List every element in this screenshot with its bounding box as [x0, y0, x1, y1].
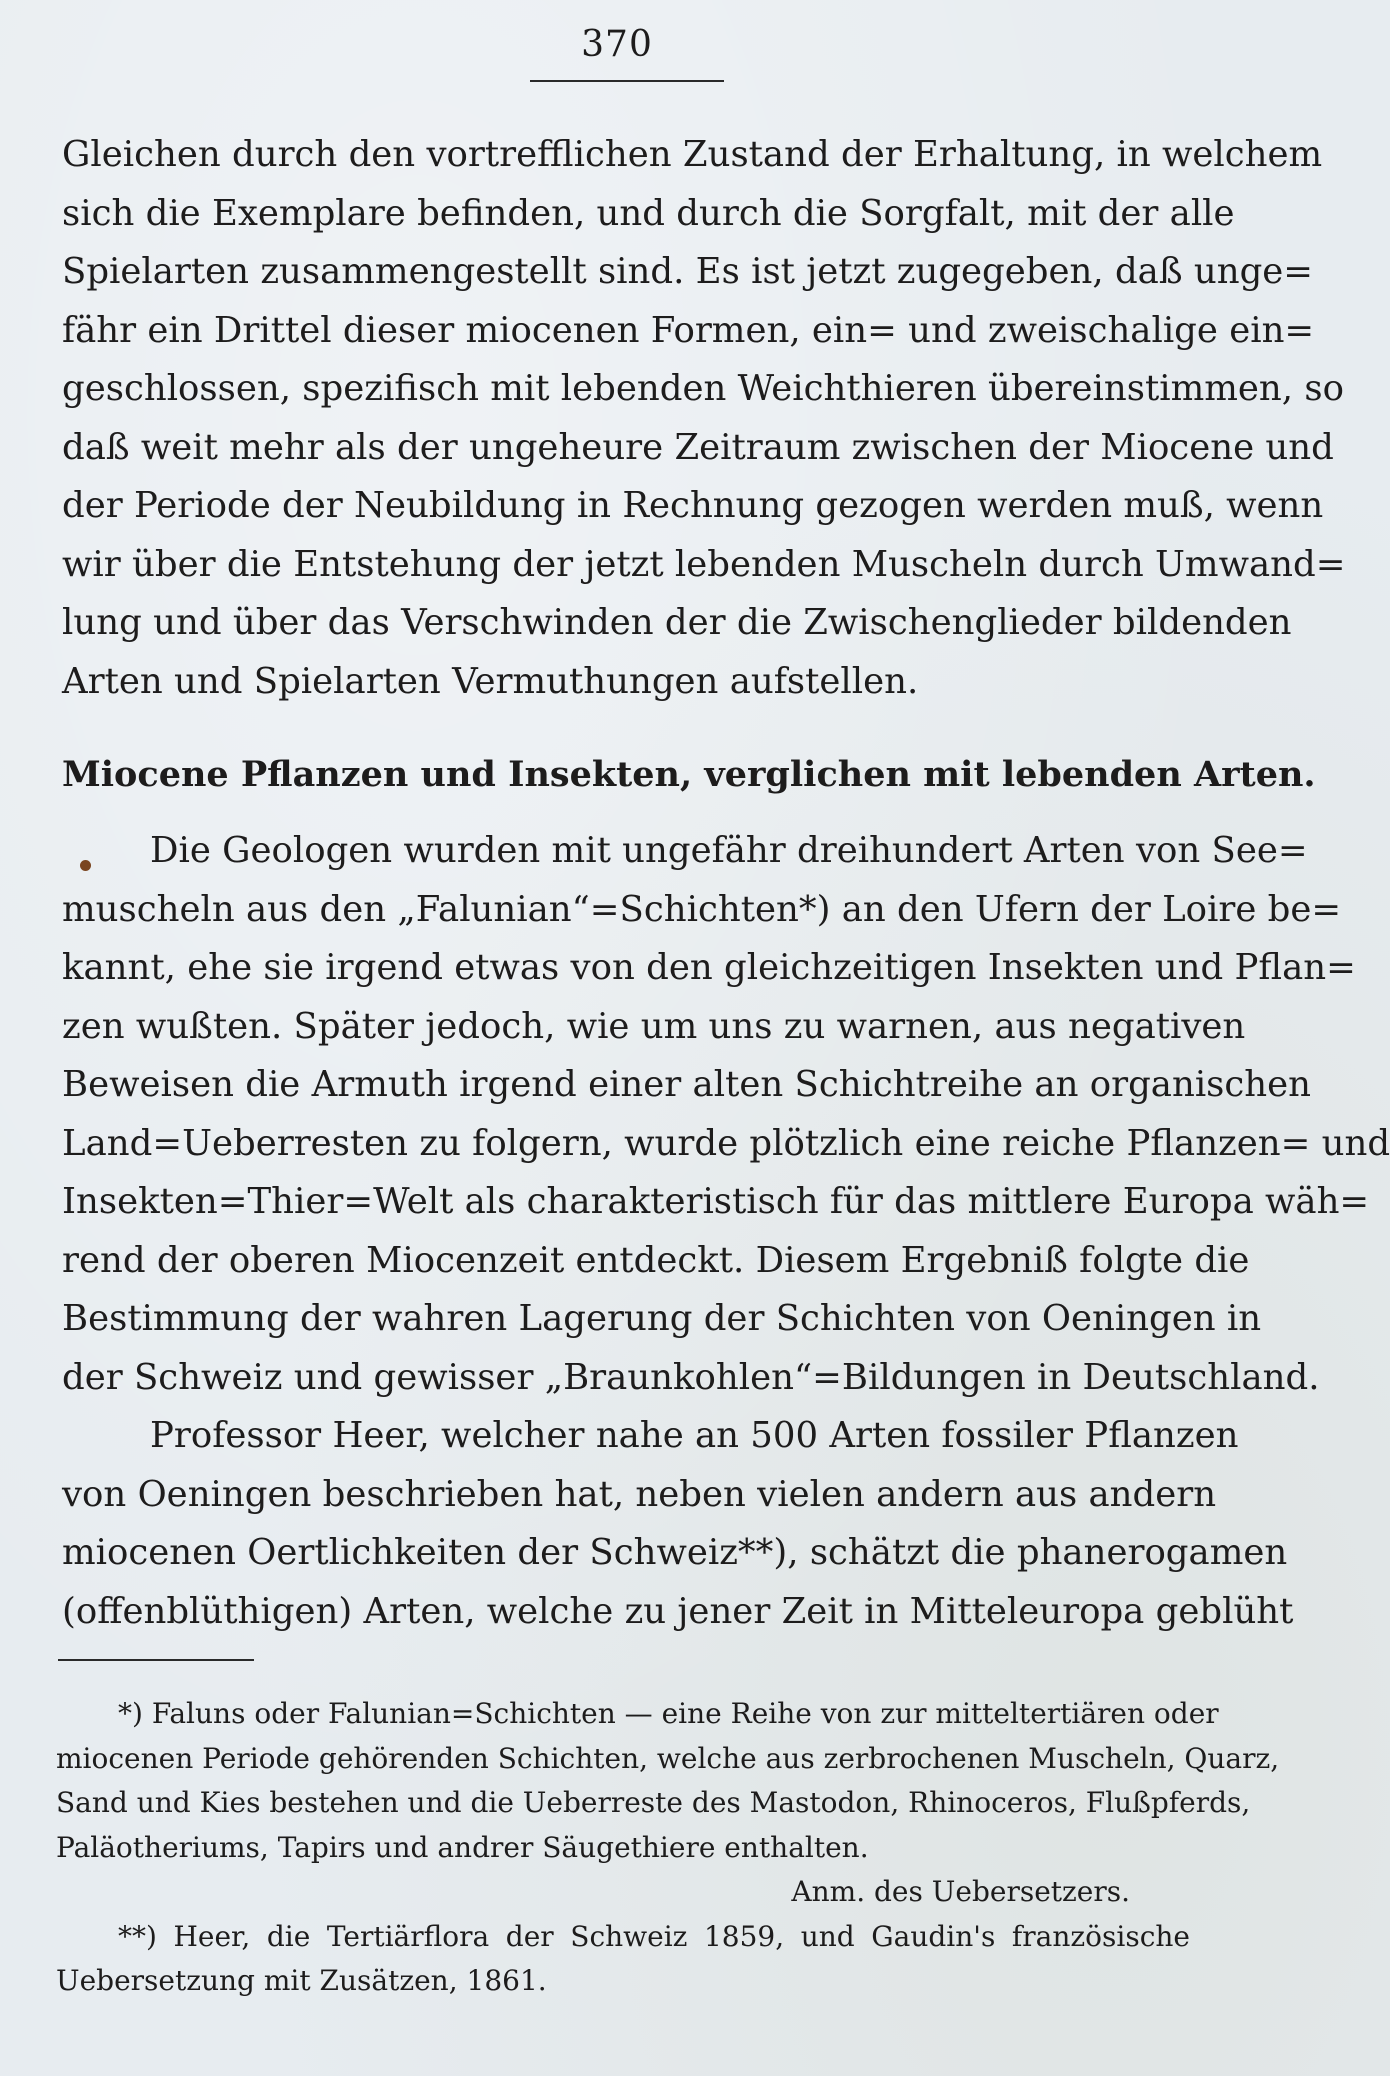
header-rule — [530, 80, 724, 82]
text-line: Insekten=Thier=Welt als charakteristisch für das mittlere Europa wäh= — [62, 1181, 1370, 1222]
paragraph-2-and-3 — [62, 822, 1390, 1641]
text-line: Bestimmung der wahren Lagerung der Schichten von Oeningen in — [62, 1298, 1262, 1339]
text-line: wir über die Entstehung der jetzt lebenden Muscheln durch Umwand= — [62, 543, 1346, 585]
text-line: kannt, ehe sie irgend etwas von den gleichzeitigen Insekten und Pflan= — [62, 947, 1356, 988]
text-line: fähr ein Drittel dieser miocenen Formen, ein= und zweischalige ein= — [62, 309, 1315, 351]
text-line: Arten und Spielarten Vermuthungen aufstellen. — [62, 660, 919, 702]
text-line: lung und über das Verschwinden der die Zwischenglieder bildenden — [62, 602, 1292, 643]
page-number: 370 — [581, 24, 653, 65]
text-line: Die Geologen wurden mit ungefähr dreihundert Arten von See= — [150, 830, 1308, 871]
text-line: geschlossen, spezifisch mit lebenden Weichthieren übereinstimmen, so — [62, 368, 1344, 409]
footnote-line: *) Faluns oder Falunian=Schichten — eine Reihe von zur mitteltertiären oder — [118, 1697, 1219, 1730]
text-line: Land=Ueberresten zu folgern, wurde plötzlich eine reiche Pflanzen= und — [62, 1122, 1390, 1164]
footnote-attribution: Anm. des Uebersetzers. — [791, 1875, 1130, 1908]
text-line: sich die Exemplare befinden, und durch die Sorgfalt, mit der alle — [62, 192, 1235, 234]
text-line: von Oeningen beschrieben hat, neben vielen andern aus andern — [62, 1473, 1217, 1515]
text-line: Professor Heer, welcher nahe an 500 Arten fossiler Pflanzen — [150, 1415, 1239, 1456]
footnote-line: Sand und Kies bestehen und die Ueberreste des Mastodon, Rhinoceros, Flußpferds, — [56, 1786, 1251, 1819]
text-line: zen wußten. Später jedoch, wie um uns zu warnen, aus negativen — [62, 1005, 1246, 1047]
footnote-line: **) Heer, die Tertiärflora der Schweiz 1859, und Gaudin's französische — [118, 1919, 1190, 1953]
text-line: Spielarten zusammengestellt sind. Es ist jetzt zugegeben, daß unge= — [62, 251, 1314, 292]
text-line: muscheln aus den „Falunian“=Schichten*) an den Ufern der Loire be= — [62, 888, 1342, 930]
text-line: rend der oberen Miocenzeit entdeckt. Diesem Ergebniß folgte die — [62, 1239, 1250, 1281]
text-line: der Schweiz und gewisser „Braunkohlen“=Bildungen in Deutschland. — [62, 1356, 1320, 1398]
footnotes — [56, 1692, 1280, 2004]
section-heading: Miocene Pflanzen und Insekten, verglichen mit lebenden Arten. — [62, 754, 1316, 795]
paragraph-1 — [62, 126, 1346, 711]
text-line: daß weit mehr als der ungeheure Zeitraum zwischen der Miocene und — [62, 426, 1334, 468]
footnote-line: Uebersetzung mit Zusätzen, 1861. — [56, 1964, 547, 1997]
footnote-line: Paläotheriums, Tapirs und andrer Säugethiere enthalten. — [56, 1830, 869, 1864]
footnote-rule — [58, 1659, 254, 1661]
text-line: miocenen Oertlichkeiten der Schweiz**), schätzt die phanerogamen — [62, 1532, 1288, 1573]
text-line: (offenblüthigen) Arten, welche zu jener Zeit in Mitteleuropa geblüht — [62, 1590, 1294, 1632]
text-line: der Periode der Neubildung in Rechnung gezogen werden muß, wenn — [62, 485, 1324, 526]
footnote-line: miocenen Periode gehörenden Schichten, welche aus zerbrochenen Muscheln, Quarz, — [56, 1741, 1280, 1775]
text-line: Beweisen die Armuth irgend einer alten Schichtreihe an organischen — [62, 1064, 1312, 1105]
text-line: Gleichen durch den vortrefflichen Zustand der Erhaltung, in welchem — [62, 134, 1323, 175]
